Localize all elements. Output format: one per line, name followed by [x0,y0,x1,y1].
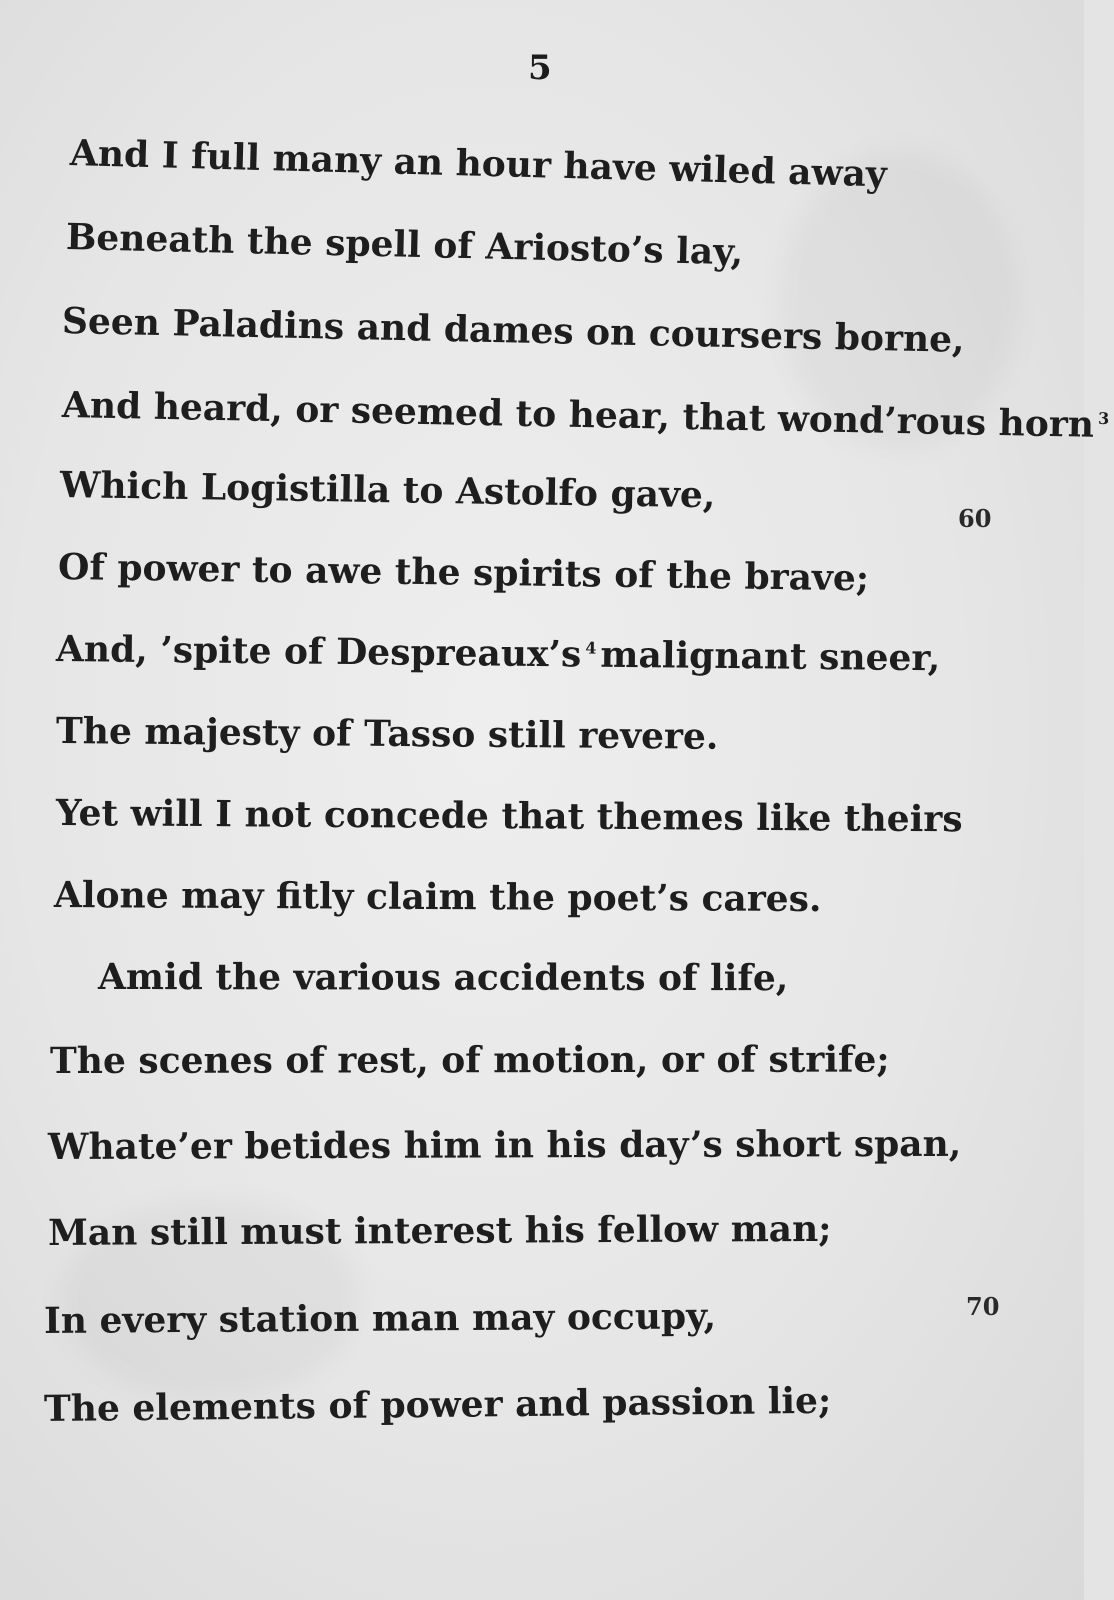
verse-line: In every station man may occupy, [43,1295,717,1342]
verse-line: Alone may fitly claim the poet’s cares. [53,874,822,921]
line-number: 70 [966,1292,1000,1321]
verse-line: Amid the various accidents of life, [97,956,789,1000]
footnote-marker: 4 [585,638,597,658]
verse-line: Man still must interest his fellow man; [47,1207,832,1254]
verse-line: Of power to awe the spirits of the brave; [57,546,870,600]
verse-line: The scenes of rest, of motion, or of strife; [49,1038,890,1082]
verse-line: And, ’spite of Despreaux’s $^4$ malignant sneer, [55,628,941,680]
line-number: 60 [958,504,992,533]
verse-line: And I full many an hour have wiled away [69,132,888,196]
verse-line: Yet will I not concede that themes like theirs [55,792,963,841]
verse-line: The elements of power and passion lie; [43,1379,832,1430]
page-number: 5 [528,48,552,88]
verse-line: Which Logistilla to Astolfo gave, [59,464,716,517]
verse-line: Seen Paladins and dames on coursers borne, [61,300,966,361]
verse-line: Beneath the spell of Ariosto’s lay, [65,216,744,274]
verse-line: The majesty of Tasso still revere. [55,710,719,758]
verse-line: Whate’er betides him in his day’s short span, [47,1122,962,1168]
footnote-marker: 3 [1097,408,1110,429]
verse-line: And heard, or seemed to hear, that wond’rous horn $^3$ [61,384,1110,446]
